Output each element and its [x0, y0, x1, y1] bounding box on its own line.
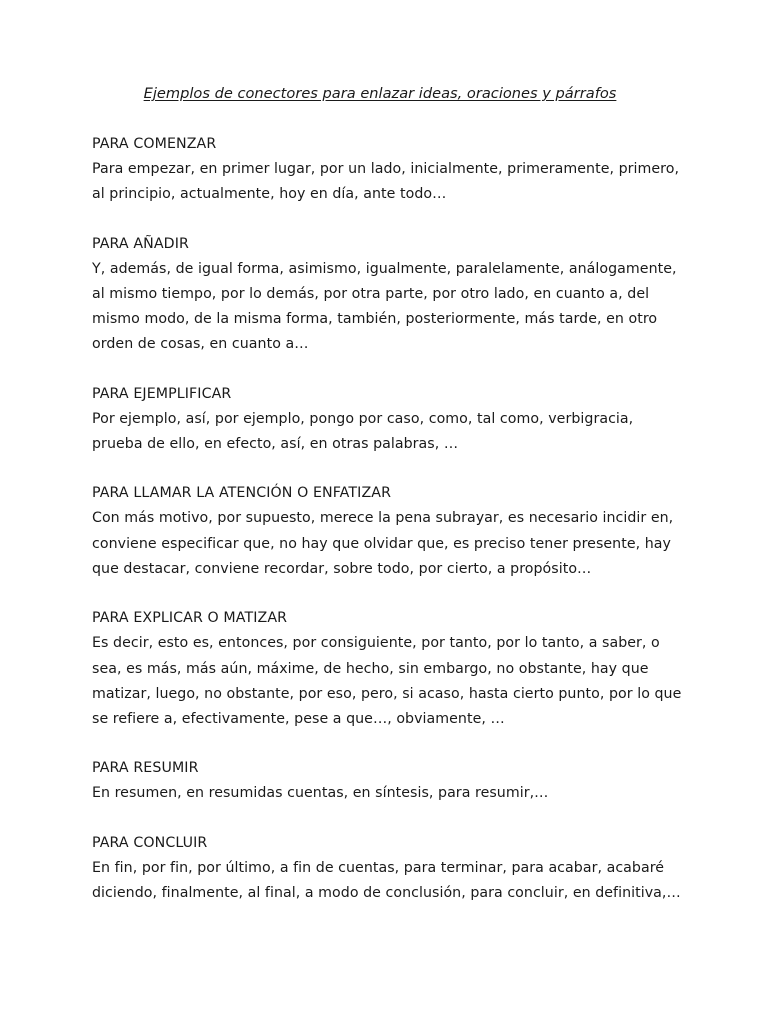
document-body — [92, 133, 688, 931]
document-title: Ejemplos de conectores para enlazar ideas, oraciones y párrafos — [143, 85, 617, 102]
section-text: Y, además, de igual forma, asimismo, igualmente, paralelamente, análogamente, al mismo tiempo, por lo demás, por otra parte, por otro lado, en cuanto a, del mismo modo, de la misma forma, también, posteriormente, más tarde, en otro orden de cosas, en cuanto a… — [92, 260, 677, 353]
section-text: En resumen, en resumidas cuentas, en síntesis, para resumir,… — [92, 785, 549, 802]
section-heading: PARA RESUMIR — [92, 760, 199, 777]
section-text: Por ejemplo, así, por ejemplo, pongo por caso, como, tal como, verbigracia, prueba de ello, en efecto, así, en otras palabras, … — [92, 410, 634, 453]
section-heading: PARA EXPLICAR O MATIZAR — [92, 610, 288, 627]
section-heading: PARA CONCLUIR — [92, 834, 208, 851]
section-text: Con más motivo, por supuesto, merece la pena subrayar, es necesario incidir en, conviene especificar que, no hay que olvidar que, es preciso tener presente, hay que destacar, conviene recordar, sobre todo, por cierto, a propósito… — [92, 510, 674, 577]
section-text: Es decir, esto es, entonces, por consiguiente, por tanto, por lo tanto, a saber, o sea, es más, más aún, máxime, de hecho, sin embargo, no obstante, hay que matizar, luego, no obstante, por eso, pero, si acaso, hasta cierto punto, por lo que se refiere a, efectivamente, pese a que…, obviamente, … — [92, 635, 682, 728]
section-text: En fin, por fin, por último, a fin de cuentas, para terminar, para acabar, acabaré diciendo, finalmente, al final, a modo de conclusión, para concluir, en definitiva,… — [92, 859, 681, 902]
section-heading: PARA COMENZAR — [92, 136, 217, 152]
section-concluir — [92, 832, 688, 907]
section-explicar — [92, 607, 688, 732]
section-heading: PARA AÑADIR — [92, 235, 189, 252]
section-heading: PARA LLAMAR LA ATENCIÓN O ENFATIZAR — [92, 485, 392, 502]
section-resumir — [92, 757, 688, 806]
section-text: Para empezar, en primer lugar, por un lado, inicialmente, primeramente, primero, al principio, actualmente, hoy en día, ante todo… — [92, 161, 680, 203]
section-anadir — [92, 233, 688, 358]
section-enfatizar — [92, 482, 688, 582]
section-comenzar — [92, 133, 688, 208]
section-heading: PARA EJEMPLIFICAR — [92, 385, 232, 402]
section-ejemplificar — [92, 383, 688, 458]
